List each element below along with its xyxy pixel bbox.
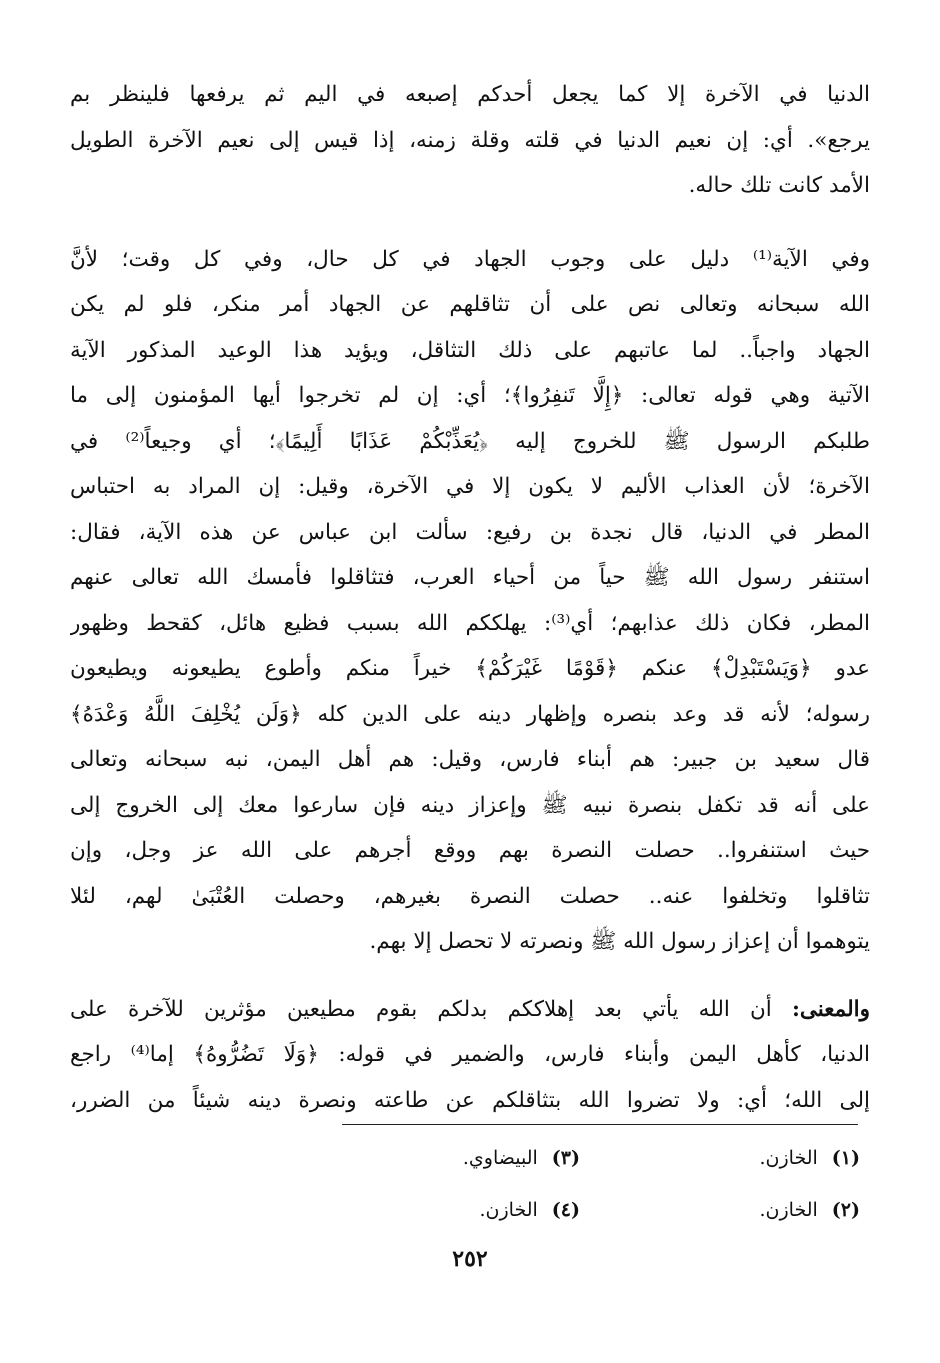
footnote-text: الخازن. bbox=[759, 1199, 818, 1221]
text-line: المطر في الدنيا، قال نجدة بن رفيع: سألت ابن عباس عن هذه الآية، فقال: bbox=[70, 519, 870, 545]
text-line: المطر، فكان ذلك عذابهم؛ أي⁽³⁾: يهلككم الله بسبب فظيع هائل، كقحط وظهور bbox=[70, 610, 870, 636]
paragraph-1 bbox=[70, 72, 870, 209]
footnote-number: (٣) bbox=[551, 1147, 580, 1169]
text-line: على أنه قد تكفل بنصرة نبيه ﷺ وإعزاز دينه فإن سارعوا معك إلى الخروج إلى bbox=[70, 792, 870, 818]
paragraph-gap bbox=[70, 209, 870, 237]
text-line: طلبكم الرسول ﷺ للخروج إليه ﴿يُعَذِّبْكُمْ عَذَابًا أَلِيمًا﴾؛ أي وجيعاً⁽²⁾ في bbox=[70, 428, 870, 454]
text-line: الآخرة؛ لأن العذاب الأليم لا يكون إلا في الآخرة، وقيل: إن المراد به احتباس bbox=[70, 474, 870, 499]
text-line: يرجع». أي: إن نعيم الدنيا في قلته وقلة زمنه، إذا قيس إلى نعيم الآخرة الطويل bbox=[70, 127, 870, 153]
page-body bbox=[70, 72, 870, 1123]
footnote-text: الخازن. bbox=[479, 1199, 538, 1221]
text-line: الدنيا، كأهل اليمن وأبناء فارس، والضمير في قوله: ﴿وَلَا تَضُرُّوهُ﴾ إما⁽⁴⁾ راجع bbox=[70, 1042, 870, 1067]
footnote bbox=[300, 1138, 580, 1190]
text-line: وفي الآية⁽¹⁾ دليل على وجوب الجهاد في كل حال، وفي كل وقت؛ لأنَّ bbox=[70, 246, 870, 272]
text-line-rest: أن الله يأتي بعد إهلاككم بدلكم بقوم مطيعين مؤثرين للآخرة على bbox=[70, 996, 792, 1022]
footnotes bbox=[300, 1138, 860, 1242]
footnote-row bbox=[300, 1190, 860, 1242]
footnote-divider bbox=[342, 1124, 858, 1125]
footnote bbox=[580, 1190, 860, 1242]
footnote-number: (٢) bbox=[831, 1199, 860, 1221]
text-line: يتوهموا أن إعزاز رسول الله ﷺ ونصرته لا تحصل إلا بهم. bbox=[369, 929, 870, 954]
text-line: الجهاد واجباً.. لما عاتبهم على ذلك التثاقل، ويؤيد هذا الوعيد المذكور الآية bbox=[70, 337, 870, 363]
text-line: الأمد كانت تلك حاله. bbox=[688, 173, 870, 198]
text-line bbox=[70, 987, 870, 1033]
footnote bbox=[580, 1138, 860, 1190]
text-line: استنفر رسول الله ﷺ حياً من أحياء العرب، فتثاقلوا فأمسك الله تعالى عنهم bbox=[70, 565, 870, 590]
paragraph-2 bbox=[70, 237, 870, 965]
text-line: الله سبحانه وتعالى نص على أن تثاقلهم عن الجهاد أمر منكر، فلو لم يكن bbox=[70, 292, 870, 317]
footnote-number: (١) bbox=[831, 1147, 860, 1169]
footnote-number: (٤) bbox=[551, 1199, 580, 1221]
footnote-text: البيضاوي. bbox=[462, 1147, 538, 1169]
paragraph-lead: والمعنى: bbox=[791, 996, 870, 1022]
footnote-text: الخازن. bbox=[759, 1147, 818, 1169]
footnote-row bbox=[300, 1138, 860, 1190]
footnote bbox=[300, 1190, 580, 1242]
text-line: الدنيا في الآخرة إلا كما يجعل أحدكم إصبعه في اليم ثم يرفعها فلينظر بم bbox=[70, 82, 870, 107]
paragraph-gap bbox=[70, 965, 870, 987]
text-line: عدو ﴿وَيَسْتَبْدِلْ﴾ عنكم ﴿قَوْمًا غَيْرَكُمْ﴾ خيراً منكم وأطوع يطيعونه ويطيعون bbox=[70, 656, 870, 681]
page-number: ٢٥٢ bbox=[452, 1246, 488, 1272]
text-line: إلى الله؛ أي: ولا تضروا الله بتثاقلكم عن طاعته ونصرة دينه شيئاً من الضرر، bbox=[70, 1087, 870, 1113]
text-line: حيث استنفروا.. حصلت النصرة بهم ووقع أجرهم على الله عز وجل، وإن bbox=[70, 838, 870, 863]
text-line: قال سعيد بن جبير: هم أبناء فارس، وقيل: هم أهل اليمن، نبه سبحانه وتعالى bbox=[70, 747, 870, 772]
text-line: الآتية وهي قوله تعالى: ﴿إِلَّا تَنفِرُوا﴾؛ أي: إن لم تخرجوا أيها المؤمنون إلى ما bbox=[70, 383, 870, 408]
text-line: تثاقلوا وتخلفوا عنه.. حصلت النصرة بغيرهم، وحصلت العُتْبَىٰ لهم، لئلا bbox=[70, 883, 870, 909]
paragraph-3 bbox=[70, 987, 870, 1124]
text-line: رسوله؛ لأنه قد وعد بنصره وإظهار دينه على الدين كله ﴿وَلَن يُخْلِفَ اللَّهُ وَعْدَهُ﴾ bbox=[70, 701, 870, 727]
